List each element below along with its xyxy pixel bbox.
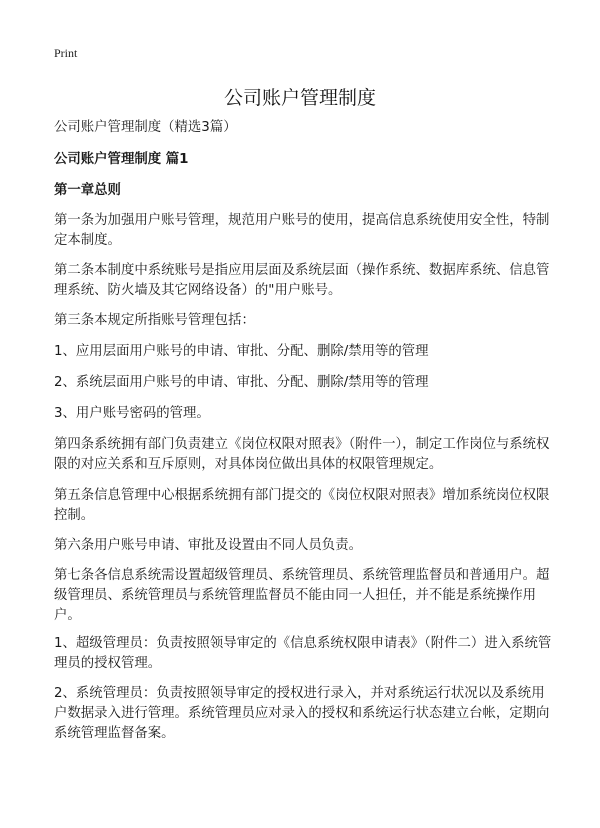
paragraph-article-5: 第五条信息管理中心根据系统拥有部门提交的《岗位权限对照表》增加系统岗位权限控制。 (54, 488, 550, 523)
print-link[interactable]: Print (54, 46, 78, 60)
list-item-1: 1、应用层面用户账号的申请、审批、分配、删除/禁用等的管理 (54, 344, 429, 359)
admin-role-item-1: 1、超级管理员：负责按照领导审定的《信息系统权限申请表》（附件二）进入系统管理员的授权管理。 (54, 636, 552, 671)
paragraph-article-4: 第四条系统拥有部门负责建立《岗位权限对照表》（附件一），制定工作岗位与系统权限的对应关系和互斥原则，对具体岗位做出具体的权限管理规定。 (54, 437, 550, 472)
paragraph-article-7: 第七条各信息系统需设置超级管理员、系统管理员、系统管理监督员和普通用户。超级管理员、系统管理员与系统管理监督员不能由同一人担任，并不能是系统操作用户。 (54, 568, 550, 623)
admin-role-item-2: 2、系统管理员：负责按照领导审定的授权进行录入，并对系统运行状况以及系统用户数据录入进行管理。系统管理员应对录入的授权和系统运行状态建立台帐，定期向系统管理监督备案。 (54, 686, 550, 741)
list-item-3: 3、用户账号密码的管理。 (54, 406, 210, 421)
paragraph-article-2: 第二条本制度中系统账号是指应用层面及系统层面（操作系统、数据库系统、信息管理系统、防火墙及其它网络设备）的"用户账号。 (54, 263, 550, 298)
document-title: 公司账户管理制度 (223, 87, 376, 109)
document-subtitle: 公司账户管理制度（精选3篇） (54, 120, 237, 135)
paragraph-article-3: 第三条本规定所指账号管理包括： (54, 313, 255, 328)
section-heading: 公司账户管理制度 篇1 (54, 152, 189, 167)
paragraph-article-6: 第六条用户账号申请、审批及设置由不同人员负责。 (54, 538, 362, 553)
paragraph-article-1: 第一条为加强用户账号管理，规范用户账号的使用，提高信息系统使用安全性，特制定本制度。 (54, 213, 550, 248)
list-item-2: 2、系统层面用户账号的申请、审批、分配、删除/禁用等的管理 (54, 375, 429, 390)
chapter-heading: 第一章总则 (54, 183, 121, 198)
